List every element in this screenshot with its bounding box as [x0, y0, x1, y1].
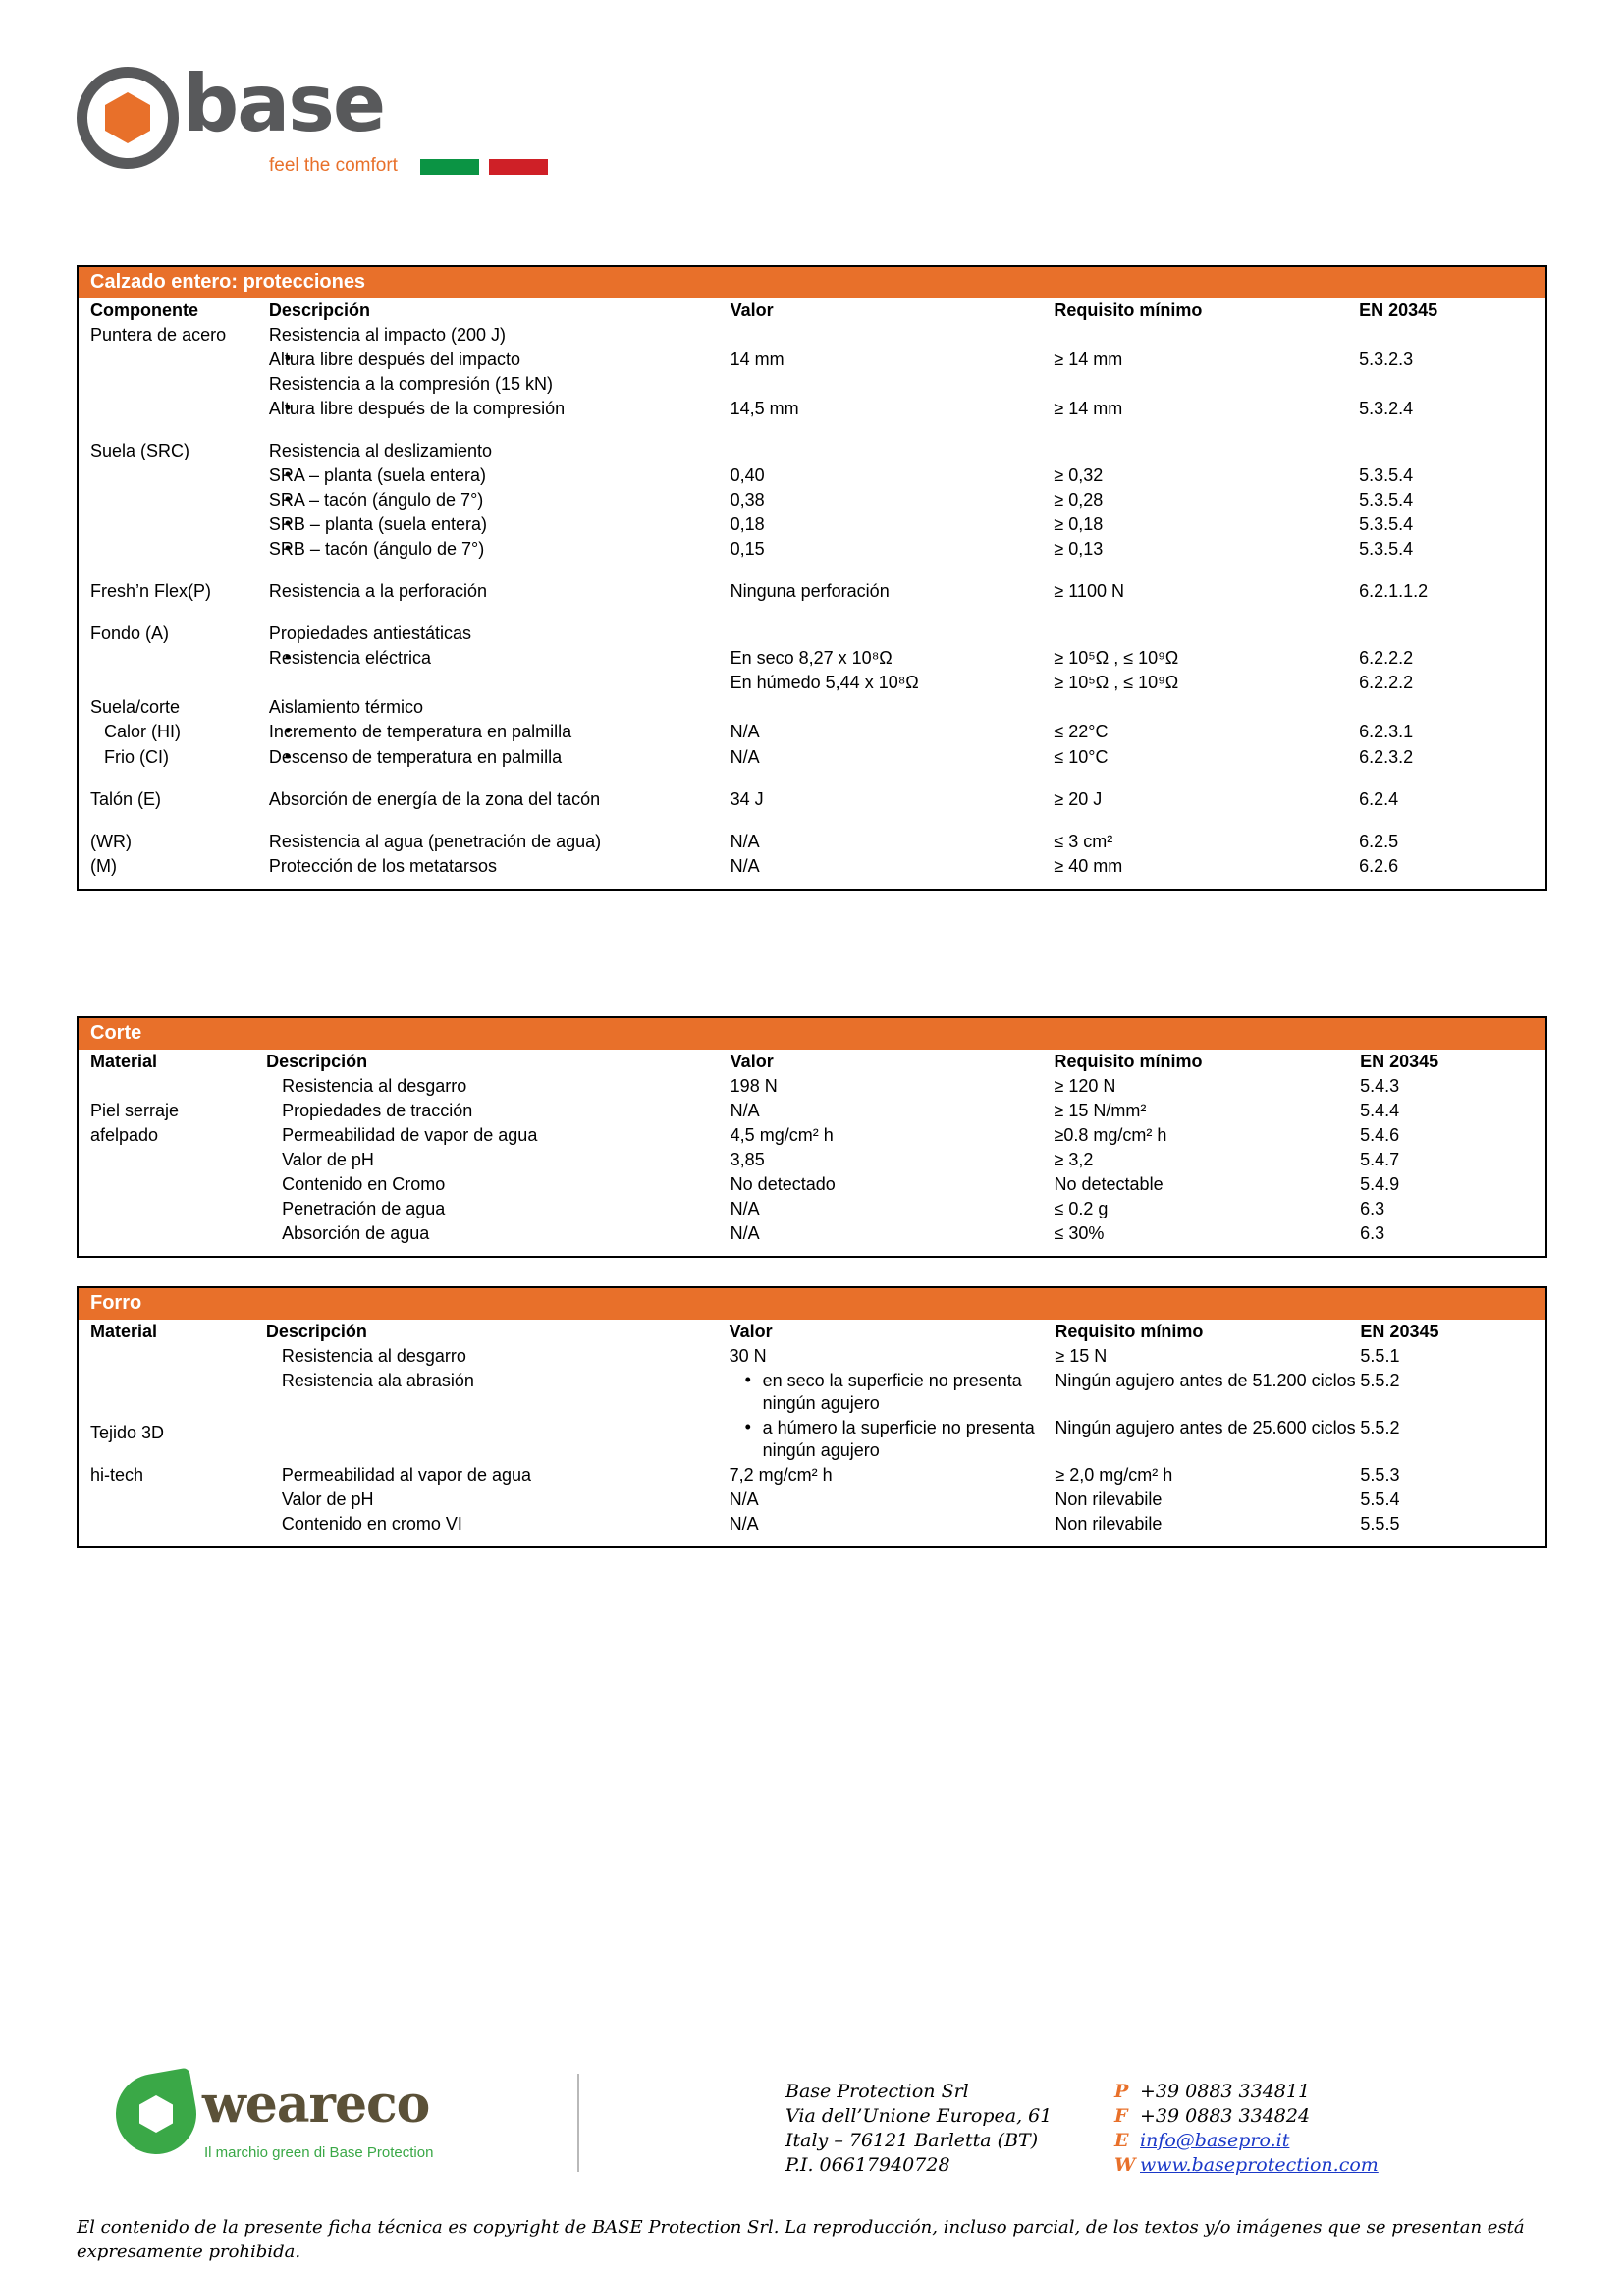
cell-valor: 0,15 [730, 539, 765, 560]
table-row [79, 671, 1545, 695]
table-row [79, 513, 1545, 537]
cell-requisito: Ningún agujero antes de 25.600 ciclos [1055, 1418, 1356, 1438]
table-row [79, 1148, 1545, 1172]
cell-en: 5.3.2.4 [1359, 399, 1414, 419]
cell-en: 5.3.5.4 [1359, 490, 1414, 511]
cell-material [79, 1197, 266, 1221]
cell-descripcion: • SRB – planta (suela entera) [269, 513, 731, 537]
contact-website[interactable] [1114, 2153, 1379, 2178]
cell-descripcion [266, 1416, 730, 1463]
cell-descripcion: • Incremento de temperatura en palmilla [269, 720, 731, 744]
cell-en: 5.4.3 [1360, 1076, 1400, 1097]
cell-descripcion: Permeabilidad de vapor de agua [282, 1125, 538, 1146]
cell-valor: 3,85 [730, 1150, 765, 1170]
row-spacer [79, 1537, 1545, 1546]
cell-valor: 30 N [729, 1346, 767, 1367]
table-row [79, 622, 1545, 646]
address-line: P.I. 06617940728 [785, 2154, 950, 2177]
cell-en: 5.5.1 [1360, 1346, 1400, 1367]
cell-requisito [1054, 622, 1359, 646]
table-row [79, 1463, 1545, 1488]
weareco-logo [106, 2072, 518, 2180]
row-spacer [79, 1246, 1545, 1256]
cell-descripcion: • Altura libre después del impacto [269, 348, 731, 372]
cell-en: 6.2.5 [1359, 831, 1399, 851]
address-line: Italy – 76121 Barletta (BT) [785, 2130, 1039, 2152]
cell-requisito: ≥ 1100 N [1054, 581, 1124, 602]
cell-material [79, 1172, 266, 1197]
cell-en: 5.5.5 [1360, 1514, 1400, 1535]
cell-requisito: ≥ 20 J [1054, 788, 1103, 809]
table-row [79, 646, 1545, 671]
row-spacer [79, 812, 1545, 830]
table-row [79, 1369, 1545, 1416]
table-row [79, 695, 1545, 720]
cell-requisito: Ningún agujero antes de 51.200 ciclos [1055, 1371, 1356, 1391]
cell-valor: En seco 8,27 x 10⁸Ω [730, 648, 893, 669]
cell-requisito: ≥ 10⁵Ω , ≤ 10⁹Ω [1054, 648, 1179, 669]
col-header-valor: Valor [730, 300, 774, 320]
cell-descripcion: Propiedades antiestáticas [268, 623, 472, 644]
table-row [79, 745, 1545, 770]
col-header-componente: Componente [90, 300, 198, 320]
cell-requisito: ≥ 120 N [1054, 1076, 1116, 1097]
table-row [79, 439, 1545, 463]
table-row [79, 1123, 1545, 1148]
cell-descripcion: Resistencia a la perforación [268, 581, 488, 602]
table-row [79, 1488, 1545, 1512]
footer-divider [577, 2074, 579, 2172]
cell-requisito: ≤ 30% [1054, 1223, 1105, 1244]
cell-valor: N/A [730, 722, 760, 742]
cell-en: 6.2.3.2 [1359, 746, 1414, 767]
cell-valor [731, 622, 1055, 646]
cell-valor [731, 372, 1055, 397]
weareco-text: weareco [202, 2075, 430, 2135]
cell-descripcion: Resistencia al agua (penetración de agua) [268, 831, 602, 851]
table-row [79, 1197, 1545, 1221]
company-address [785, 2080, 1052, 2178]
cell-valor: 14 mm [730, 350, 785, 370]
cell-descripcion: Resistencia al impacto (200 J) [268, 325, 507, 346]
cell-componente: Calor (HI) [104, 722, 182, 742]
cell-requisito [1054, 695, 1359, 720]
cell-valor: • a húmero la superficie no presenta ningún agujero [730, 1416, 1056, 1463]
cell-componente [79, 513, 269, 537]
address-line: Via dell’Unione Europea, 61 [785, 2105, 1053, 2128]
table-row [79, 854, 1545, 879]
col-header-valor: Valor [730, 1052, 774, 1071]
cell-valor: 0,38 [730, 490, 765, 511]
cell-en: 5.5.3 [1360, 1465, 1400, 1486]
row-spacer [79, 604, 1545, 622]
cell-componente: Fondo (A) [90, 623, 170, 644]
contact-phone [1114, 2080, 1379, 2104]
table-row [79, 1172, 1545, 1197]
cell-en: 5.3.5.4 [1359, 539, 1414, 560]
brand-logo [77, 57, 568, 185]
table-row [79, 1344, 1545, 1369]
cell-en: 5.3.2.3 [1359, 350, 1414, 370]
cell-valor: N/A [730, 1223, 760, 1244]
row-spacer [79, 562, 1545, 579]
protections-table [79, 298, 1545, 889]
cell-descripcion: • Descenso de temperatura en palmilla [269, 745, 731, 770]
cell-en: 5.3.5.4 [1359, 465, 1414, 486]
section-calzado-entero [77, 265, 1547, 891]
cell-material [79, 1074, 266, 1099]
cell-requisito [1054, 372, 1359, 397]
forro-table [79, 1320, 1545, 1546]
cell-valor: N/A [730, 831, 760, 851]
flag-green-icon [420, 159, 479, 175]
cell-en [1359, 622, 1545, 646]
cell-componente: Fresh’n Flex(P) [90, 581, 212, 602]
cell-valor: • en seco la superficie no presenta ningún agujero [730, 1369, 1056, 1416]
cell-requisito: ≥ 0,18 [1054, 514, 1104, 535]
hexagon-icon [77, 67, 179, 169]
cell-valor: N/A [729, 1514, 759, 1535]
cell-material [79, 1369, 266, 1416]
cell-descripcion: Absorción de agua [282, 1223, 430, 1244]
cell-valor: 14,5 mm [730, 399, 799, 419]
email-link[interactable]: info@basepro.it [1140, 2130, 1290, 2152]
cell-en: 5.4.6 [1360, 1125, 1400, 1146]
cell-componente: (M) [90, 855, 117, 876]
cell-en: 6.2.3.1 [1359, 722, 1414, 742]
cell-requisito: ≥ 10⁵Ω , ≤ 10⁹Ω [1054, 673, 1179, 693]
cell-requisito: ≥ 0,13 [1054, 539, 1104, 560]
cell-requisito: Non rilevabile [1055, 1514, 1163, 1535]
col-header-descripcion: Descripción [268, 300, 370, 320]
cell-valor [731, 439, 1055, 463]
cell-valor: 198 N [730, 1076, 778, 1097]
col-header-material: Material [90, 1052, 158, 1071]
cell-en: 6.2.2.2 [1359, 648, 1414, 669]
cell-en: 5.4.9 [1360, 1174, 1400, 1195]
table-row [79, 1099, 1545, 1123]
cell-descripcion: • Altura libre después de la compresión [269, 397, 731, 421]
cell-en [1359, 372, 1545, 397]
cell-descripcion: • SRA – planta (suela entera) [269, 463, 731, 488]
cell-componente [79, 488, 269, 513]
contact-email[interactable] [1114, 2129, 1379, 2153]
col-header-en: EN 20345 [1359, 300, 1438, 320]
table-row [79, 372, 1545, 397]
section-band-title: Corte [79, 1018, 1545, 1050]
row-spacer [79, 421, 1545, 439]
col-header-requisito: Requisito mínimo [1055, 1322, 1204, 1341]
cell-descripcion [269, 671, 731, 695]
table-row [79, 579, 1545, 604]
table-row [79, 1512, 1545, 1537]
cell-material: Tejido 3D [90, 1423, 165, 1443]
cell-requisito: ≤ 3 cm² [1054, 831, 1113, 851]
cell-requisito: ≥ 3,2 [1054, 1150, 1094, 1170]
cell-requisito: ≥ 15 N/mm² [1054, 1101, 1147, 1121]
cell-descripcion: Absorción de energía de la zona del tacón [268, 788, 601, 809]
cell-material: Piel serraje [90, 1101, 180, 1121]
table-header-row [79, 298, 1545, 323]
table-row [79, 397, 1545, 421]
cell-en: 5.4.4 [1360, 1101, 1400, 1121]
cell-requisito: ≥0.8 mg/cm² h [1054, 1125, 1167, 1146]
table-row [79, 323, 1545, 348]
col-header-requisito: Requisito mínimo [1054, 1052, 1203, 1071]
cell-componente [79, 646, 269, 671]
cell-en: 5.5.2 [1360, 1418, 1400, 1438]
col-header-material: Material [90, 1322, 158, 1341]
table-header-row [79, 1320, 1545, 1344]
cell-en: 6.2.1.1.2 [1359, 581, 1429, 602]
table-row [79, 348, 1545, 372]
cell-valor: No detectado [730, 1174, 836, 1195]
cell-descripcion: Resistencia al deslizamiento [268, 441, 493, 461]
cell-requisito: ≥ 40 mm [1054, 855, 1123, 876]
cell-componente: Talón (E) [90, 788, 162, 809]
table-row [79, 463, 1545, 488]
cell-material: afelpado [90, 1125, 159, 1146]
cell-descripcion: Resistencia al desgarro [281, 1346, 466, 1367]
cell-en [1359, 439, 1545, 463]
cell-en [1359, 323, 1545, 348]
flag-red-icon [489, 159, 548, 175]
cell-valor [731, 323, 1055, 348]
cell-componente: (WR) [90, 831, 132, 851]
brand-name: base [183, 58, 385, 149]
cell-en: 5.5.4 [1360, 1489, 1400, 1510]
section-corte [77, 1016, 1547, 1258]
cell-requisito: ≥ 2,0 mg/cm² h [1055, 1465, 1173, 1486]
cell-en: 6.2.6 [1359, 855, 1399, 876]
cell-en [1359, 695, 1545, 720]
cell-componente [79, 463, 269, 488]
cell-descripcion: Resistencia a la compresión (15 kN) [268, 374, 554, 395]
cell-descripcion: Penetración de agua [282, 1199, 446, 1219]
cell-descripcion: Contenido en Cromo [282, 1174, 446, 1195]
cell-requisito: ≥ 14 mm [1054, 399, 1123, 419]
cell-valor [731, 695, 1055, 720]
cell-valor: N/A [730, 746, 760, 767]
table-row [79, 830, 1545, 854]
email-label: E [1114, 2130, 1129, 2152]
col-header-en: EN 20345 [1360, 1322, 1439, 1341]
cell-descripcion: Valor de pH [281, 1489, 374, 1510]
cell-en: 5.3.5.4 [1359, 514, 1414, 535]
cell-valor: N/A [730, 1199, 760, 1219]
website-link[interactable]: www.baseprotection.com [1140, 2154, 1379, 2177]
table-row [79, 720, 1545, 744]
cell-en: 5.4.7 [1360, 1150, 1400, 1170]
cell-valor: 4,5 mg/cm² h [730, 1125, 834, 1146]
table-row [79, 537, 1545, 562]
cell-material [79, 1221, 266, 1246]
cell-material: hi-tech [90, 1465, 144, 1486]
cell-componente: Suela (SRC) [90, 441, 190, 461]
cell-en: 6.3 [1360, 1199, 1385, 1219]
cell-descripcion: • SRA – tacón (ángulo de 7°) [269, 488, 731, 513]
cell-requisito: ≤ 0.2 g [1054, 1199, 1109, 1219]
cell-componente [79, 372, 269, 397]
cell-valor: 7,2 mg/cm² h [729, 1465, 833, 1486]
cell-descripcion: • SRB – tacón (ángulo de 7°) [269, 537, 731, 562]
cell-en: 6.3 [1360, 1223, 1385, 1244]
brand-tagline: feel the comfort [269, 155, 398, 176]
table-header-row [79, 1050, 1545, 1074]
cell-requisito [1054, 439, 1359, 463]
cell-valor: N/A [729, 1489, 759, 1510]
cell-componente: Suela/corte [90, 697, 181, 718]
cell-descripcion: Resistencia ala abrasión [281, 1371, 474, 1391]
cell-valor: 0,40 [730, 465, 765, 486]
company-contacts [1114, 2080, 1379, 2178]
cell-material [79, 1148, 266, 1172]
contact-fax [1114, 2104, 1379, 2129]
cell-descripcion: Protección de los metatarsos [268, 855, 498, 876]
copyright-notice: El contenido de la presente ficha técnica es copyright de BASE Protection Srl. La reproducción, incluso parcial, de los textos y/o imágenes que se presentan está expresamente prohibida. [77, 2217, 1525, 2263]
table-row [79, 1221, 1545, 1246]
section-band-title: Forro [79, 1288, 1545, 1320]
cell-valor: 0,18 [730, 514, 765, 535]
cell-componente [79, 537, 269, 562]
table-row [79, 787, 1545, 812]
cell-componente: Puntera de acero [90, 325, 227, 346]
leaf-icon [110, 2068, 203, 2161]
corte-table [79, 1050, 1545, 1256]
web-label: W [1114, 2154, 1136, 2177]
cell-descripcion: Valor de pH [282, 1150, 374, 1170]
fax-label: F [1114, 2105, 1128, 2128]
cell-requisito: ≥ 0,28 [1054, 490, 1104, 511]
cell-valor: 34 J [730, 788, 764, 809]
cell-requisito: No detectable [1054, 1174, 1164, 1195]
cell-descripcion: Contenido en cromo VI [281, 1514, 462, 1535]
cell-requisito: ≤ 10°C [1054, 746, 1109, 767]
cell-material [79, 1512, 266, 1537]
col-header-descripcion: Descripción [265, 1322, 367, 1341]
cell-descripcion: Permeabilidad al vapor de agua [281, 1465, 531, 1486]
cell-componente [79, 671, 269, 695]
cell-en: 5.5.2 [1360, 1371, 1400, 1391]
cell-requisito: Non rilevabile [1055, 1489, 1163, 1510]
cell-material [79, 1344, 266, 1369]
cell-descripcion: • Resistencia eléctrica [269, 646, 731, 671]
cell-en: 6.2.2.2 [1359, 673, 1414, 693]
row-spacer [79, 770, 1545, 787]
col-header-en: EN 20345 [1360, 1052, 1439, 1071]
col-header-valor: Valor [729, 1322, 773, 1341]
cell-componente: Frio (CI) [104, 746, 169, 767]
cell-componente [79, 348, 269, 372]
col-header-descripcion: Descripción [266, 1052, 368, 1071]
cell-descripcion: Resistencia al desgarro [282, 1076, 467, 1097]
cell-requisito [1054, 323, 1359, 348]
cell-requisito: ≤ 22°C [1054, 722, 1109, 742]
fax-value: +39 0883 334824 [1140, 2105, 1311, 2128]
cell-valor: En húmedo 5,44 x 10⁸Ω [730, 673, 919, 693]
cell-valor: Ninguna perforación [730, 581, 890, 602]
address-line: Base Protection Srl [785, 2081, 969, 2102]
phone-value: +39 0883 334811 [1140, 2081, 1311, 2102]
section-forro [77, 1286, 1547, 1548]
cell-en: 6.2.4 [1359, 788, 1399, 809]
cell-descripcion: Propiedades de tracción [282, 1101, 473, 1121]
cell-requisito: ≥ 14 mm [1054, 350, 1123, 370]
row-spacer [79, 879, 1545, 889]
table-row [79, 1074, 1545, 1099]
cell-valor: N/A [730, 1101, 760, 1121]
col-header-requisito: Requisito mínimo [1054, 300, 1203, 320]
cell-valor: N/A [730, 855, 760, 876]
cell-material [79, 1488, 266, 1512]
phone-label: P [1114, 2081, 1129, 2102]
section-band-title: Calzado entero: protecciones [79, 267, 1545, 298]
weareco-subtitle: Il marchio green di Base Protection [204, 2144, 434, 2161]
cell-requisito: ≥ 0,32 [1054, 465, 1104, 486]
cell-requisito: ≥ 15 N [1055, 1346, 1108, 1367]
table-row [79, 1416, 1545, 1463]
cell-descripcion: Aislamiento térmico [268, 697, 423, 718]
table-row [79, 488, 1545, 513]
cell-componente [79, 397, 269, 421]
